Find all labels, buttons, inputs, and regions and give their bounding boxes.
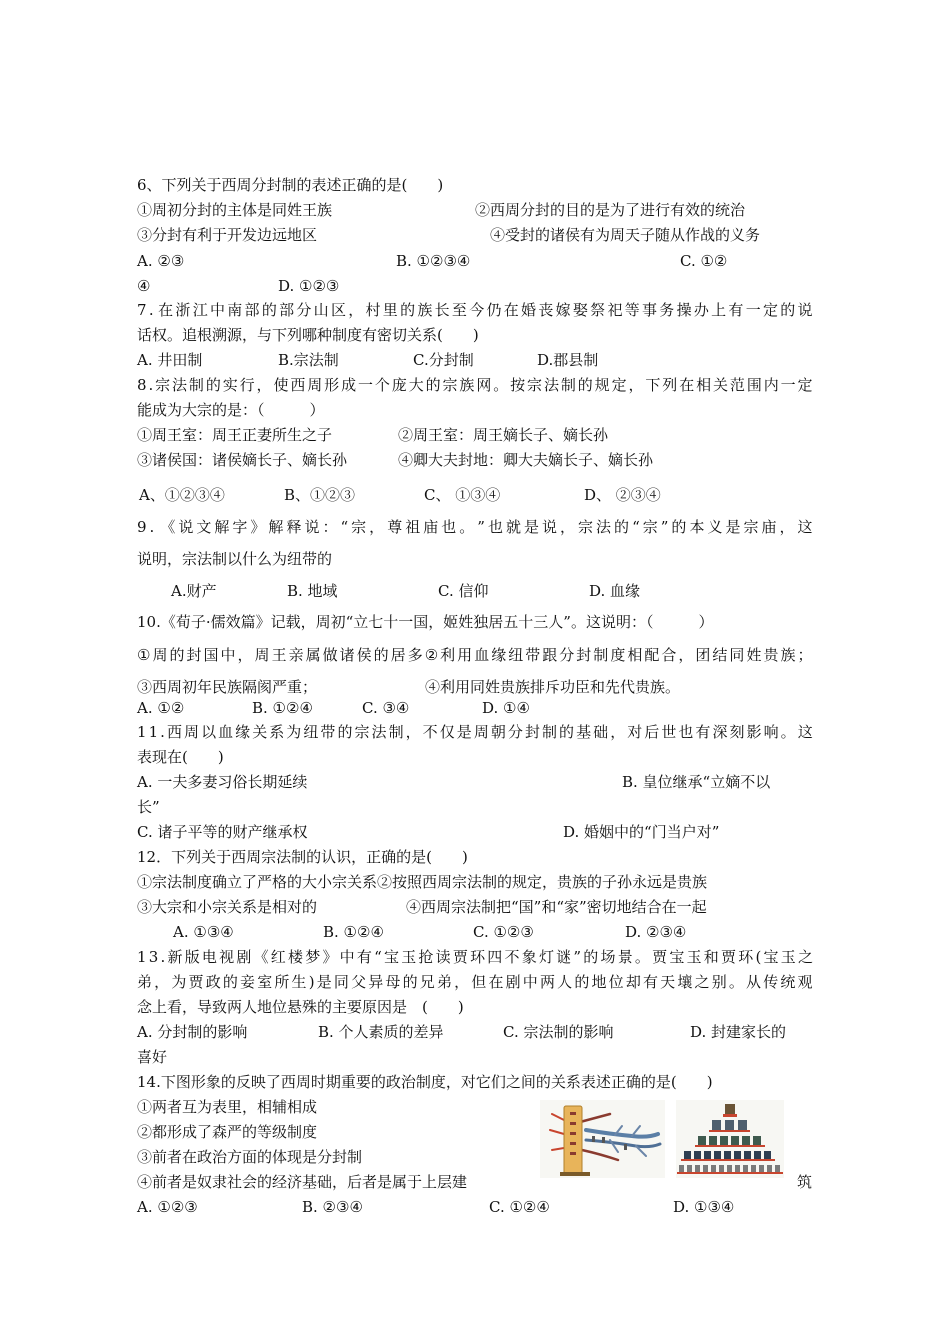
q13-stem-line-2: 弟 ， 为 贾 政 的 妾 室 所 生 ) 是 同 父 异 母 的 兄 弟 ， 但 在 剧 中 两 人 的 地 位 却 有 天 壤 之 别 。 从 传 统 观	[137, 973, 813, 991]
q12-option-d: D. ②③④	[625, 923, 687, 941]
q10-option-a: A. ①②	[137, 699, 185, 717]
q11-option-c: C. 诸子平等的财产继承权	[137, 823, 308, 841]
q14-option-a: A. ①②③	[137, 1198, 198, 1216]
q10-option-b: B. ①②④	[252, 699, 313, 717]
q6-option-d: D. ①②③	[278, 277, 340, 295]
q6-statement-3: ③分封有利于开发边远地区	[137, 226, 318, 244]
q13-option-b: B. 个人素质的差异	[318, 1023, 444, 1041]
q11-stem-line-1: 1 1 . 西 周 以 血 缘 关 系 为 纽 带 的 宗 法 制 ， 不 仅 是 周 朝 分 封 制 的 基 础 ， 对 后 世 也 有 深 刻 影 响 。 这	[137, 723, 813, 741]
tree-base	[560, 1172, 590, 1176]
q9-option-b: B. 地域	[287, 582, 338, 600]
q6-option-c-continued: ④	[137, 277, 151, 295]
q8-option-c: C、 ①③④	[424, 486, 501, 504]
q10-statement-4: ④利用同姓贵族排斥功臣和先代贵族。	[425, 678, 681, 696]
q6-statement-2: ②西周分封的目的是为了进行有效的统治	[475, 201, 746, 219]
q14-statement-3: ③前者在政治方面的体现是分封制	[137, 1148, 363, 1166]
q6-option-b: B. ①②③④	[396, 252, 471, 270]
q10-statements-1-2: ① 周 的 封 国 中 ， 周 王 亲 属 做 诸 侯 的 居 多 ② 利 用 血 缘 纽 带 跟 分 封 制 度 相 配 合 ， 团 结 同 姓 贵 族 ；	[137, 646, 813, 664]
q8-option-d: D、 ②③④	[584, 486, 661, 504]
pyramid-tier-1	[723, 1104, 737, 1117]
q7-stem-line-2: 话权。追根溯源，与下列哪种制度有密切关系( )	[137, 326, 479, 344]
q6-stem: 6、下列关于西周分封制的表述正确的是( )	[137, 176, 444, 194]
q6-option-a: A. ②③	[137, 252, 185, 270]
q12-statement-3: ③大宗和小宗关系是相对的	[137, 898, 318, 916]
q6-option-c: C. ①②	[680, 252, 728, 270]
pyramid-tier-4	[681, 1151, 775, 1161]
q10-stem: 10.《荀子·儒效篇》记载，周初“立七十一国，姬姓独居五十三人”。这说明：（ ）	[137, 613, 714, 631]
q7-option-d: D.郡县制	[537, 351, 599, 369]
q12-statements-1-2: ①宗法制度确立了严格的大小宗关系②按照西周宗法制的规定，贵族的子孙永远是贵族	[137, 873, 708, 891]
q14-option-b: B. ②③④	[302, 1198, 363, 1216]
q11-option-a: A. 一夫多妻习俗长期延续	[137, 773, 308, 791]
tree-trunk	[564, 1106, 582, 1174]
hierarchy-pyramid-illustration	[676, 1100, 784, 1178]
q12-option-b: B. ①②④	[323, 923, 384, 941]
q8-stem-line-2: 能成为大宗的是：（ ）	[137, 401, 325, 419]
q8-statement-4: ④卿大夫封地：卿大夫嫡长子、嫡长孙	[398, 451, 654, 469]
q14-option-c: C. ①②④	[489, 1198, 550, 1216]
q9-option-a: A.财产	[171, 582, 217, 600]
q7-option-a: A. 井田制	[137, 351, 203, 369]
q8-option-b: B、①②③	[284, 486, 356, 504]
q10-option-c: C. ③④	[362, 699, 410, 717]
q11-option-b: B. 皇位继承“立嫡不以	[622, 773, 771, 791]
q12-option-c: C. ①②③	[473, 923, 534, 941]
q13-option-a: A. 分封制的影响	[137, 1023, 248, 1041]
q11-option-d: D. 婚姻中的“门当户对”	[563, 823, 720, 841]
q10-option-d: D. ①④	[482, 699, 530, 717]
q10-statement-3: ③西周初年民族隔阂严重；	[137, 678, 318, 696]
q14-statement-4-continued: 筑	[797, 1173, 813, 1191]
q6-statement-4: ④受封的诸侯有为周天子随从作战的义务	[490, 226, 761, 244]
q9-stem-line-2: 说明，宗法制以什么为纽带的	[137, 550, 333, 568]
pyramid-tier-2	[709, 1120, 750, 1132]
q6-statement-1: ①周初分封的主体是同姓王族	[137, 201, 333, 219]
q14-stem: 14.下图形象的反映了西周时期重要的政治制度，对它们之间的关系表述正确的是( )	[137, 1073, 713, 1091]
q13-stem-line-1: 1 3 . 新 版 电 视 剧 《 红 楼 梦 》 中 有 “ 宝 玉 抢 读 贾 环 四 不 象 灯 谜 ” 的 场 景 。 贾 宝 玉 和 贾 环 ( 宝 玉 之	[137, 948, 813, 966]
q12-stem: 12．下列关于西周宗法制的认识，正确的是( )	[137, 848, 468, 866]
q8-statement-3: ③诸侯国：诸侯嫡长子、嫡长孙	[137, 451, 348, 469]
q11-stem-line-2: 表现在( )	[137, 748, 224, 766]
q13-option-c: C. 宗法制的影响	[503, 1023, 614, 1041]
q13-option-d: D. 封建家长的	[690, 1023, 787, 1041]
q12-statement-4: ④西周宗法制把“国”和“家”密切地结合在一起	[406, 898, 707, 916]
q7-option-b: B.宗法制	[278, 351, 339, 369]
q9-option-d: D. 血缘	[589, 582, 641, 600]
q9-option-c: C. 信仰	[438, 582, 489, 600]
q11-option-b-continued: 长”	[137, 798, 160, 816]
clan-tree-illustration	[540, 1100, 665, 1178]
q14-statement-4: ④前者是奴隶社会的经济基础，后者是属于上层建	[137, 1173, 468, 1191]
q14-option-d: D. ①③④	[673, 1198, 735, 1216]
q12-option-a: A. ①③④	[173, 923, 234, 941]
q8-statement-2: ②周王室：周王嫡长子、嫡长孙	[398, 426, 609, 444]
q13-stem-line-3: 念上看，导致两人地位悬殊的主要原因是 ( )	[137, 998, 464, 1016]
q13-option-d-continued: 喜好	[137, 1048, 168, 1066]
q14-statement-2: ②都形成了森严的等级制度	[137, 1123, 318, 1141]
q7-stem-line-1: 7 . 在 浙 江 中 南 部 的 部 分 山 区 ， 村 里 的 族 长 至 今 仍 在 婚 丧 嫁 娶 祭 祀 等 事 务 操 办 上 有 一 定 的 说	[137, 301, 813, 319]
q14-statement-1: ①两者互为表里，相辅相成	[137, 1098, 318, 1116]
q7-option-c: C.分封制	[413, 351, 474, 369]
q9-stem-line-1: 9 . 《 说 文 解 字 》 解 释 说 ： “ 宗 ， 尊 祖 庙 也 。 ” 也 就 是 说 ， 宗 法 的 “ 宗 ” 的 本 义 是 宗 庙 ， 这	[137, 518, 813, 536]
q8-statement-1: ①周王室：周王正妻所生之子	[137, 426, 333, 444]
q8-stem-line-1: 8 . 宗 法 制 的 实 行 ， 使 西 周 形 成 一 个 庞 大 的 宗 族 网 。 按 宗 法 制 的 规 定 ， 下 列 在 相 关 范 围 内 一 定	[137, 376, 813, 394]
q8-option-a: A、①②③④	[139, 486, 225, 504]
